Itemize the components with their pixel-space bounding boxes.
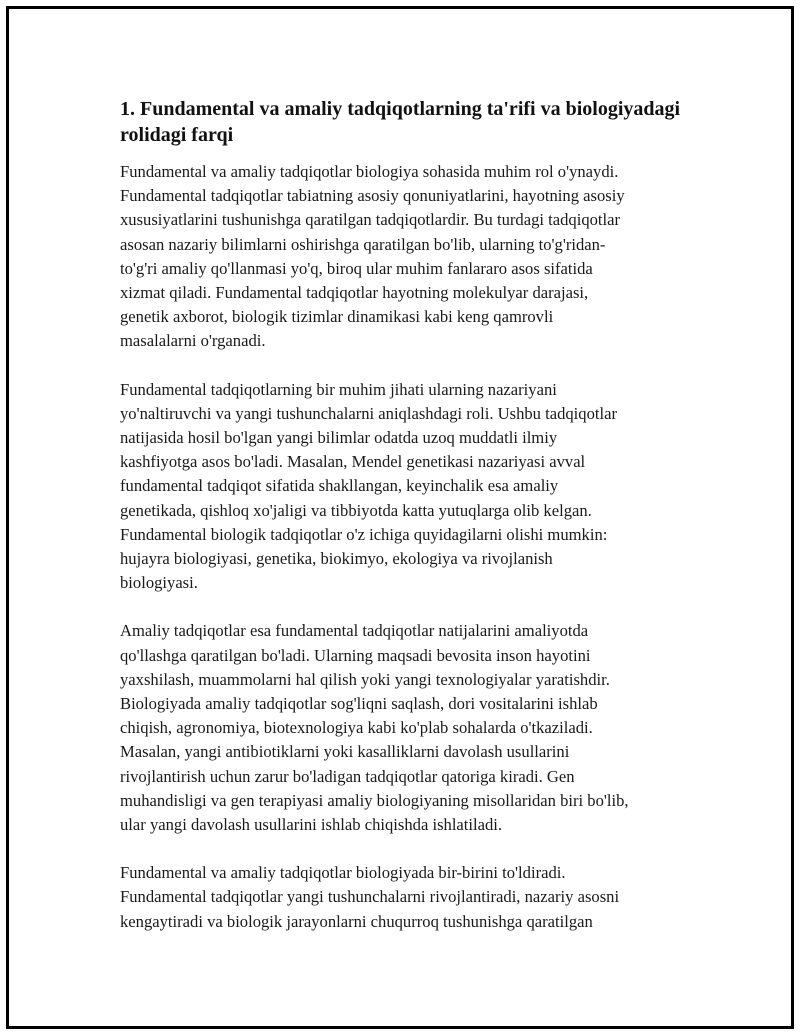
paragraph-4: Fundamental va amaliy tadqiqotlar biologiyada bir-birini to'ldiradi. Fundamental tadqiqotlar yangi tushunchalarni rivojlantiradi, nazariy asosni kengaytiradi va biologik jarayonlarni chuqurroq tushunishga qaratilgan (120, 863, 620, 931)
section-heading: 1. Fundamental va amaliy tadqiqotlarning ta'rifi va biologiyadagi rolidagi farqi (120, 98, 681, 146)
paragraph-2: Fundamental tadqiqotlarning bir muhim jihati ularning nazariyani yo'naltiruvchi va yangi tushunchalarni aniqlashdagi roli. Ushbu tadqiqotlar natijasida hosil bo'lgan yangi bilimlar odatda uzoq muddatli ilmiy kashfiyotga asos bo'ladi. Masalan, Mendel genetikasi nazariyasi avval fundamental tadqiqot sifatida shakllangan, keyinchalik esa amaliy genetikada, qishloq xo'jaligi va tibbiyotda katta yutuqlarga olib kelgan. Fundamental biologik tadqiqotlar o'z ichiga quyidagilarni olishi mumkin: hujayra biologiyasi, genetika, biokimyo, ekologiya va rivojlanish biologiyasi. (120, 379, 618, 593)
paragraph-1: Fundamental va amaliy tadqiqotlar biologiya sohasida muhim rol o'ynaydi. Fundamental tadqiqotlar tabiatning asosiy qonuniyatlarini, hayotning asosiy xususiyatlarini tushunishga qaratilgan tadqiqotlardir. Bu turdagi tadqiqotlar asosan nazariy bilimlarni oshirishga qaratilgan bo'lib, ularning to'g'ridan- to'g'ri amaliy qo'llanmasi yo'q, biroq ular muhim fanlararo asos sifatida xizmat qiladi. Fundamental tadqiqotlar hayotning molekulyar darajasi, genetik axborot, biologik tizimlar dinamikasi kabi keng qamrovli masalalarni o'rganadi. (120, 162, 625, 351)
document-body (120, 96, 700, 958)
paragraph-3: Amaliy tadqiqotlar esa fundamental tadqiqotlar natijalarini amaliyotda qo'llashga qaratilgan bo'ladi. Ularning maqsadi bevosita inson hayotini yaxshilash, muammolarni hal qilish yoki yangi texnologiyalar yaratishdir. Biologiyada amaliy tadqiqotlar sog'liqni saqlash, dori vositalarini ishlab chiqish, agronomiya, biotexnologiya kabi ko'plab sohalarda o'tkaziladi. Masalan, yangi antibiotiklarni yoki kasalliklarni davolash usullarini rivojlantirish uchun zarur bo'ladigan tadqiqotlar qatoriga kiradi. Gen muhandisligi va gen terapiyasi amaliy biologiyaning misollaridan biri bo'lib, ular yangi davolash usullarini ishlab chiqishda ishlatiladi. (120, 621, 629, 835)
page-frame (6, 6, 794, 1029)
